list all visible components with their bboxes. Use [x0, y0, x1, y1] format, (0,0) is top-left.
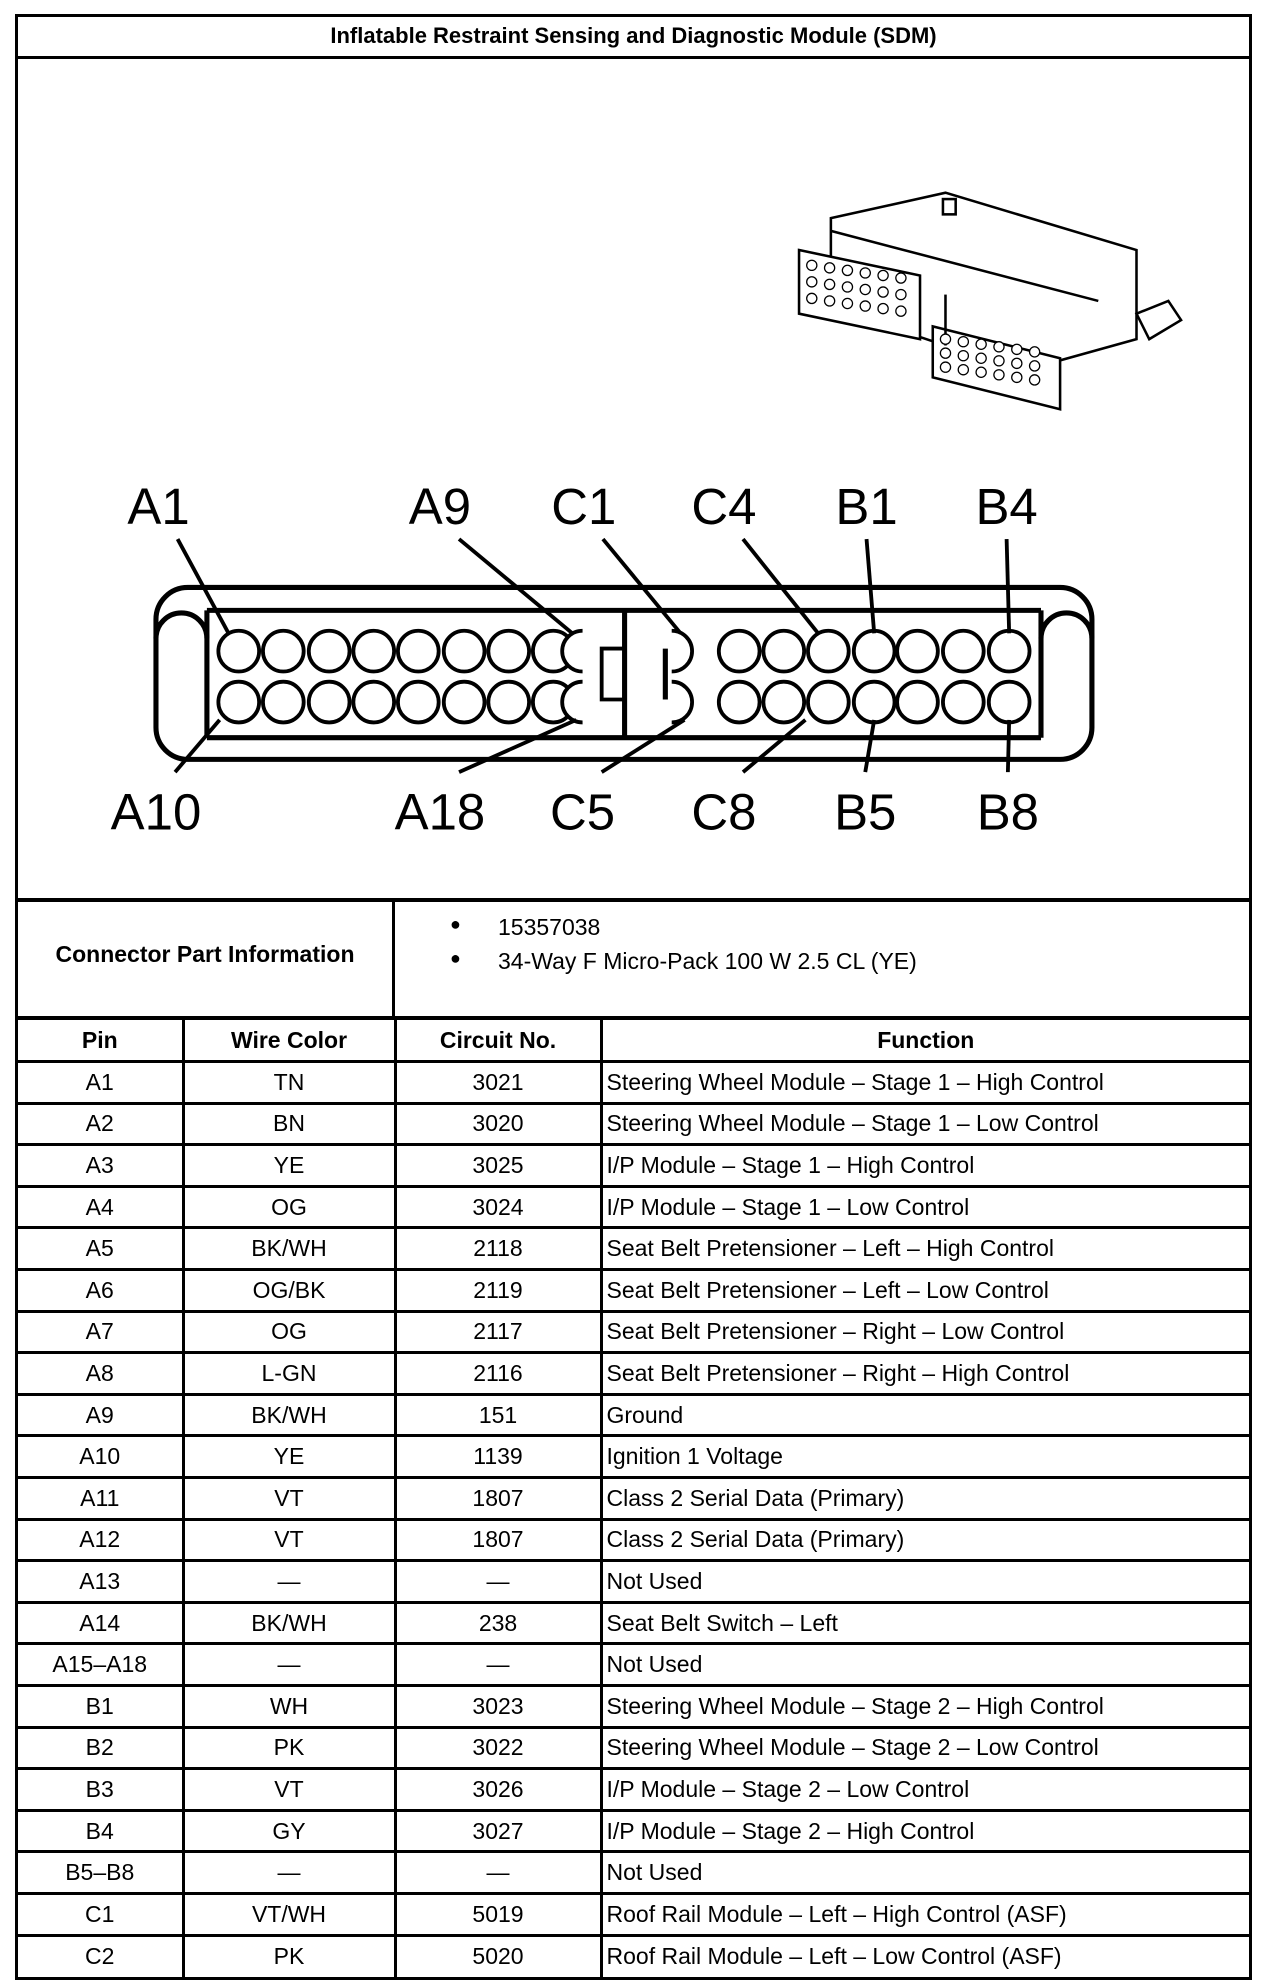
pin-label-a10: A10: [110, 783, 202, 841]
connector-diagram: [18, 59, 1249, 902]
cell-wire-color: GY: [183, 1810, 395, 1852]
cell-function: Class 2 Serial Data (Primary): [601, 1478, 1249, 1520]
pinout-document: [15, 14, 1252, 1980]
table-row: [18, 1228, 1249, 1270]
table-row: [18, 1436, 1249, 1478]
table-row: [18, 1686, 1249, 1728]
header-pin: Pin: [18, 1020, 183, 1062]
cell-pin: A2: [18, 1103, 183, 1145]
table-row: [18, 1519, 1249, 1561]
table-row: [18, 1852, 1249, 1894]
cell-circuit-no: 3024: [395, 1186, 601, 1228]
cell-circuit-no: 1807: [395, 1478, 601, 1520]
cell-wire-color: PK: [183, 1727, 395, 1769]
table-row: [18, 1270, 1249, 1312]
cell-circuit-no: 2116: [395, 1353, 601, 1395]
cell-circuit-no: 2117: [395, 1311, 601, 1353]
pin-cavity: [989, 682, 1030, 723]
cell-pin: A12: [18, 1519, 183, 1561]
cell-function: Seat Belt Pretensioner – Right – High Control: [601, 1353, 1249, 1395]
cell-wire-color: YE: [183, 1436, 395, 1478]
cell-wire-color: OG/BK: [183, 1270, 395, 1312]
pin-cavity: [808, 631, 849, 672]
pin-cavity: [488, 631, 529, 672]
document-title: Inflatable Restraint Sensing and Diagnostic Module (SDM): [18, 17, 1249, 59]
cell-function: Roof Rail Module – Left – High Control (ASF): [601, 1893, 1249, 1935]
cell-circuit-no: 3026: [395, 1769, 601, 1811]
table-row: [18, 1810, 1249, 1852]
leader-line: [459, 720, 576, 772]
cell-function: Seat Belt Pretensioner – Left – High Control: [601, 1228, 1249, 1270]
pin-cavity: [398, 682, 439, 723]
cell-wire-color: WH: [183, 1686, 395, 1728]
table-row: [18, 1478, 1249, 1520]
pin-cavity: [353, 682, 394, 723]
pin-label-c5: C5: [550, 783, 616, 841]
cell-pin: A9: [18, 1394, 183, 1436]
cell-circuit-no: 3020: [395, 1103, 601, 1145]
pin-cavity: [943, 682, 984, 723]
cell-function: Not Used: [601, 1561, 1249, 1603]
cell-function: Not Used: [601, 1644, 1249, 1686]
cell-circuit-no: 5019: [395, 1893, 601, 1935]
cell-pin: C1: [18, 1893, 183, 1935]
table-row: [18, 1103, 1249, 1145]
table-row: [18, 1935, 1249, 1977]
cell-wire-color: VT: [183, 1519, 395, 1561]
pin-cavity: [719, 682, 760, 723]
cell-circuit-no: 3027: [395, 1810, 601, 1852]
cell-function: I/P Module – Stage 1 – High Control: [601, 1145, 1249, 1187]
leader-line: [1007, 539, 1010, 633]
cell-pin: A10: [18, 1436, 183, 1478]
cell-function: Steering Wheel Module – Stage 1 – Low Control: [601, 1103, 1249, 1145]
pin-cavity: [989, 631, 1030, 672]
table-row: [18, 1602, 1249, 1644]
pin-cavity: [854, 682, 895, 723]
cell-circuit-no: 3021: [395, 1062, 601, 1104]
pin-cavity: [309, 631, 350, 672]
pin-cavity: [263, 631, 304, 672]
cell-wire-color: L-GN: [183, 1353, 395, 1395]
pin-cavity: [218, 682, 259, 723]
table-row: [18, 1145, 1249, 1187]
connector-body: [156, 587, 1092, 759]
leader-line: [865, 720, 874, 772]
cell-pin: A4: [18, 1186, 183, 1228]
pin-cavity: [263, 682, 304, 723]
table-row: [18, 1062, 1249, 1104]
cell-wire-color: VT: [183, 1769, 395, 1811]
pinout-table: [18, 1020, 1249, 1977]
table-row: [18, 1727, 1249, 1769]
cell-pin: A8: [18, 1353, 183, 1395]
table-row: [18, 1311, 1249, 1353]
cell-function: Seat Belt Pretensioner – Left – Low Control: [601, 1270, 1249, 1312]
connector-info-label: Connector Part Information: [18, 902, 395, 1016]
cell-circuit-no: —: [395, 1644, 601, 1686]
cell-circuit-no: 1807: [395, 1519, 601, 1561]
cell-function: Ignition 1 Voltage: [601, 1436, 1249, 1478]
cell-circuit-no: 238: [395, 1602, 601, 1644]
leader-line: [602, 720, 685, 772]
cell-function: Seat Belt Switch – Left: [601, 1602, 1249, 1644]
table-row: [18, 1893, 1249, 1935]
cell-pin: B4: [18, 1810, 183, 1852]
pin-label-a1: A1: [127, 477, 190, 535]
pin-cavity: [488, 682, 529, 723]
cell-wire-color: BK/WH: [183, 1228, 395, 1270]
cell-function: Seat Belt Pretensioner – Right – Low Control: [601, 1311, 1249, 1353]
cell-circuit-no: 151: [395, 1394, 601, 1436]
cell-circuit-no: 3022: [395, 1727, 601, 1769]
cell-function: I/P Module – Stage 2 – High Control: [601, 1810, 1249, 1852]
cell-function: Steering Wheel Module – Stage 1 – High Control: [601, 1062, 1249, 1104]
pin-label-b4: B4: [975, 477, 1038, 535]
cell-circuit-no: 2118: [395, 1228, 601, 1270]
cell-pin: A11: [18, 1478, 183, 1520]
pin-label-b8: B8: [976, 783, 1040, 841]
cell-circuit-no: 2119: [395, 1270, 601, 1312]
table-row: [18, 1644, 1249, 1686]
pin-label-c8: C8: [691, 783, 757, 841]
cell-function: Ground: [601, 1394, 1249, 1436]
cell-pin: B2: [18, 1727, 183, 1769]
cell-function: Not Used: [601, 1852, 1249, 1894]
header-circuit-no: Circuit No.: [395, 1020, 601, 1062]
table-row: [18, 1353, 1249, 1395]
pin-label-c4: C4: [691, 477, 757, 535]
pin-label-b5: B5: [834, 783, 897, 841]
table-row: [18, 1186, 1249, 1228]
cell-pin: A15–A18: [18, 1644, 183, 1686]
pin-cavity: [353, 631, 394, 672]
pin-cavity-partial: [672, 631, 692, 672]
cell-circuit-no: 5020: [395, 1935, 601, 1977]
pin-label-a9: A9: [408, 477, 472, 535]
cell-function: I/P Module – Stage 1 – Low Control: [601, 1186, 1249, 1228]
cell-circuit-no: 3023: [395, 1686, 601, 1728]
cell-wire-color: VT: [183, 1478, 395, 1520]
connector-face-drawing: [18, 59, 1249, 902]
connector-part-information: [18, 902, 1249, 1020]
cell-pin: C2: [18, 1935, 183, 1977]
cell-pin: A7: [18, 1311, 183, 1353]
pin-cavity-partial: [672, 682, 692, 723]
cell-function: Roof Rail Module – Left – Low Control (ASF): [601, 1935, 1249, 1977]
cell-wire-color: —: [183, 1852, 395, 1894]
cell-wire-color: TN: [183, 1062, 395, 1104]
cell-circuit-no: 1139: [395, 1436, 601, 1478]
pin-cavity: [444, 631, 485, 672]
cell-pin: A14: [18, 1602, 183, 1644]
cell-function: Steering Wheel Module – Stage 2 – High Control: [601, 1686, 1249, 1728]
cell-wire-color: VT/WH: [183, 1893, 395, 1935]
cell-wire-color: BK/WH: [183, 1602, 395, 1644]
cell-wire-color: OG: [183, 1311, 395, 1353]
leader-line: [175, 720, 220, 772]
pin-cavity: [897, 631, 938, 672]
cell-pin: B5–B8: [18, 1852, 183, 1894]
cell-pin: A13: [18, 1561, 183, 1603]
cell-pin: B1: [18, 1686, 183, 1728]
cell-function: I/P Module – Stage 2 – Low Control: [601, 1769, 1249, 1811]
cell-function: Class 2 Serial Data (Primary): [601, 1519, 1249, 1561]
header-function: Function: [601, 1020, 1249, 1062]
cell-function: Steering Wheel Module – Stage 2 – Low Control: [601, 1727, 1249, 1769]
pin-cavity: [854, 631, 895, 672]
part-number-item: ● 15357038: [450, 914, 601, 940]
pin-cavity: [897, 682, 938, 723]
cell-wire-color: PK: [183, 1935, 395, 1977]
header-wire-color: Wire Color: [183, 1020, 395, 1062]
cell-pin: A5: [18, 1228, 183, 1270]
leader-line: [1008, 720, 1009, 772]
cell-wire-color: —: [183, 1561, 395, 1603]
pin-cavity: [309, 682, 350, 723]
cell-pin: A1: [18, 1062, 183, 1104]
pin-cavity: [763, 631, 804, 672]
cell-circuit-no: 3025: [395, 1145, 601, 1187]
pin-cavity: [719, 631, 760, 672]
cell-wire-color: BK/WH: [183, 1394, 395, 1436]
pin-label-b1: B1: [835, 477, 898, 535]
table-row: [18, 1769, 1249, 1811]
pin-cavity: [444, 682, 485, 723]
connector-3d-illustration: [799, 193, 1181, 409]
connector-description-item: ● 34-Way F Micro-Pack 100 W 2.5 CL (YE): [450, 948, 917, 974]
pin-cavity: [218, 631, 259, 672]
cell-wire-color: —: [183, 1644, 395, 1686]
pin-cavity: [763, 682, 804, 723]
cell-pin: A6: [18, 1270, 183, 1312]
table-row: [18, 1561, 1249, 1603]
cell-wire-color: OG: [183, 1186, 395, 1228]
table-row: [18, 1394, 1249, 1436]
cell-wire-color: YE: [183, 1145, 395, 1187]
pin-cavity: [943, 631, 984, 672]
leader-line: [743, 720, 805, 772]
pin-label-a18: A18: [394, 783, 486, 841]
cell-circuit-no: —: [395, 1852, 601, 1894]
pin-cavity: [808, 682, 849, 723]
pin-label-c1: C1: [551, 477, 617, 535]
cell-circuit-no: —: [395, 1561, 601, 1603]
cell-wire-color: BN: [183, 1103, 395, 1145]
cell-pin: A3: [18, 1145, 183, 1187]
cell-pin: B3: [18, 1769, 183, 1811]
pin-cavity: [398, 631, 439, 672]
